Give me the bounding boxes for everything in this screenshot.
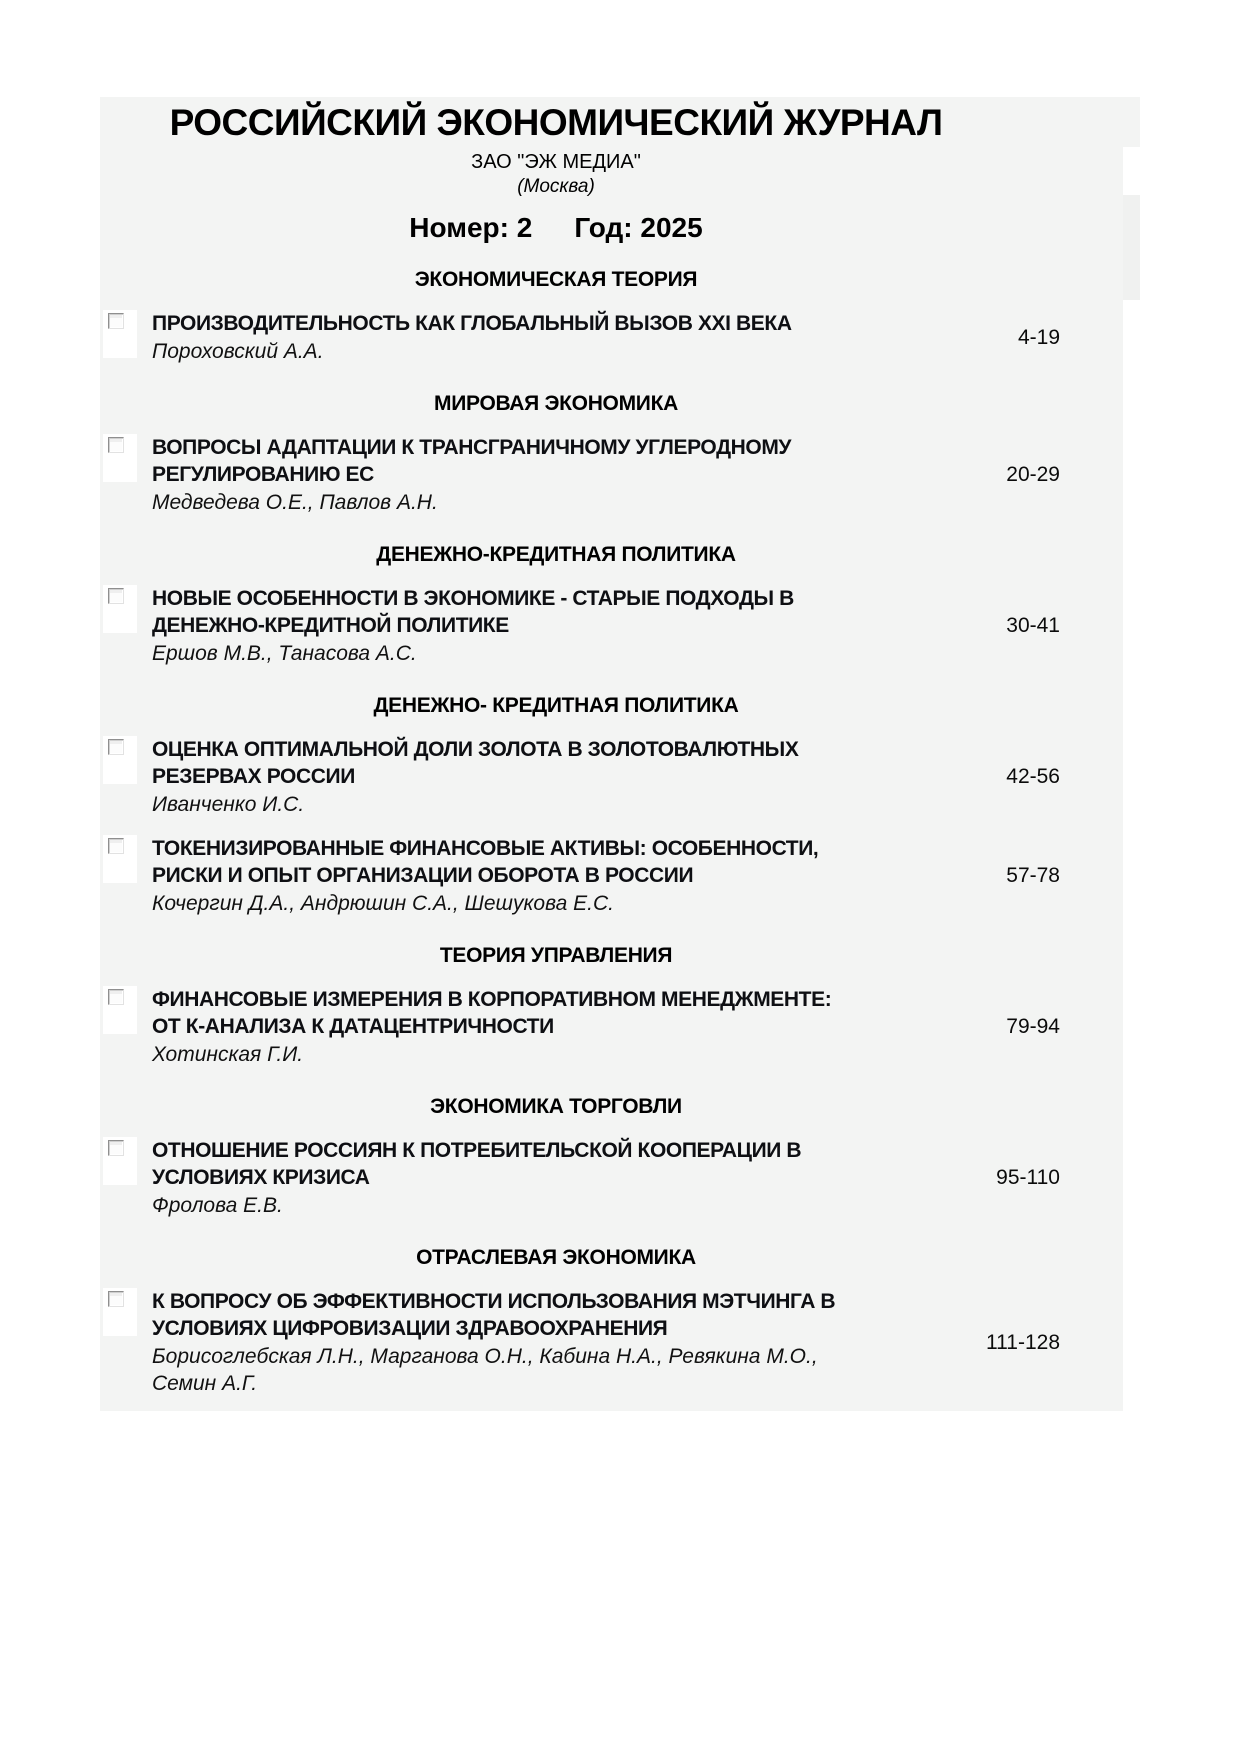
section-heading: ЭКОНОМИЧЕСКАЯ ТЕОРИЯ — [414, 268, 698, 291]
article-pages: 57-78 — [1006, 864, 1060, 887]
article-pages: 30-41 — [1006, 614, 1060, 637]
section-heading: ЭКОНОМИКА ТОРГОВЛИ — [430, 1095, 682, 1118]
article-text — [152, 736, 857, 818]
issue-number: Номер: 2 — [409, 212, 533, 243]
article-checkbox[interactable] — [108, 437, 124, 453]
article-authors: Борисоглебская Л.Н., Марганова О.Н., Кабина Н.А., Ревякина М.О., Семин А.Г. — [152, 1345, 818, 1395]
article-text — [152, 1288, 857, 1397]
article-checkbox-cell — [103, 986, 137, 1034]
content-area — [100, 97, 1140, 1411]
section-heading: ДЕНЕЖНО-КРЕДИТНАЯ ПОЛИТИКА — [376, 543, 736, 566]
article-text — [152, 986, 857, 1068]
journal-toc-panel — [100, 97, 1123, 1411]
article-checkbox-cell — [103, 1137, 137, 1185]
article-title-link[interactable]: ВОПРОСЫ АДАПТАЦИИ К ТРАНСГРАНИЧНОМУ УГЛЕРОДНОМУ РЕГУЛИРОВАНИЮ ЕС — [152, 436, 792, 486]
article-text — [152, 310, 857, 365]
article-checkbox[interactable] — [108, 838, 124, 854]
issue-year: Год: 2025 — [574, 212, 703, 243]
section-heading: ОТРАСЛЕВАЯ ЭКОНОМИКА — [416, 1246, 696, 1269]
article-checkbox[interactable] — [108, 739, 124, 755]
journal-city: (Москва) — [517, 176, 595, 197]
article-title-link[interactable]: К ВОПРОСУ ОБ ЭФФЕКТИВНОСТИ ИСПОЛЬЗОВАНИЯ МЭТЧИНГА В УСЛОВИЯХ ЦИФРОВИЗАЦИИ ЗДРАВООХРАНЕНИЯ — [152, 1290, 836, 1340]
article-checkbox[interactable] — [108, 313, 124, 329]
article-text — [152, 1137, 857, 1219]
article-text — [152, 434, 857, 516]
article-authors: Хотинская Г.И. — [152, 1043, 304, 1066]
journal-title: РОССИЙСКИЙ ЭКОНОМИЧЕСКИЙ ЖУРНАЛ — [169, 102, 943, 143]
article-title-link[interactable]: ОЦЕНКА ОПТИМАЛЬНОЙ ДОЛИ ЗОЛОТА В ЗОЛОТОВАЛЮТНЫХ РЕЗЕРВАХ РОССИИ — [152, 738, 799, 788]
article-authors: Пороховский А.А. — [152, 340, 324, 363]
article-pages: 4-19 — [1017, 325, 1060, 349]
article-authors: Фролова Е.В. — [152, 1194, 283, 1217]
article-pages: 111-128 — [986, 1330, 1060, 1354]
article-authors: Медведева О.Е., Павлов А.Н. — [152, 491, 438, 514]
article-checkbox-cell — [103, 1288, 137, 1336]
article-row — [100, 986, 1123, 1068]
article-row — [100, 1137, 1123, 1219]
article-checkbox-cell — [103, 835, 137, 883]
article-title-link[interactable]: ОТНОШЕНИЕ РОССИЯН К ПОТРЕБИТЕЛЬСКОЙ КООПЕРАЦИИ В УСЛОВИЯХ КРИЗИСА — [152, 1139, 802, 1189]
section-heading: ДЕНЕЖНО- КРЕДИТНАЯ ПОЛИТИКА — [373, 694, 739, 717]
section-heading: ТЕОРИЯ УПРАВЛЕНИЯ — [439, 944, 673, 967]
journal-publisher: ЗАО "ЭЖ МЕДИА" — [471, 151, 641, 173]
article-checkbox[interactable] — [108, 1140, 124, 1156]
article-text — [152, 585, 857, 667]
article-checkbox-cell — [103, 434, 137, 482]
article-text — [152, 835, 857, 917]
section-heading: МИРОВАЯ ЭКОНОМИКА — [434, 392, 678, 415]
article-title-link[interactable]: НОВЫЕ ОСОБЕННОСТИ В ЭКОНОМИКЕ - СТАРЫЕ ПОДХОДЫ В ДЕНЕЖНО-КРЕДИТНОЙ ПОЛИТИКЕ — [152, 587, 794, 637]
article-checkbox-cell — [103, 585, 137, 633]
article-authors: Иванченко И.С. — [152, 793, 305, 816]
article-row — [100, 310, 1123, 365]
article-title-link[interactable]: ТОКЕНИЗИРОВАННЫЕ ФИНАНСОВЫЕ АКТИВЫ: ОСОБЕННОСТИ, РИСКИ И ОПЫТ ОРГАНИЗАЦИИ ОБОРОТА В РОССИИ — [152, 837, 819, 887]
article-authors: Кочергин Д.А., Андрюшин С.А., Шешукова Е.С. — [152, 892, 614, 915]
article-row — [100, 434, 1123, 516]
scrollbar-thumb[interactable] — [1123, 195, 1140, 300]
article-title-link[interactable]: ФИНАНСОВЫЕ ИЗМЕРЕНИЯ В КОРПОРАТИВНОМ МЕНЕДЖМЕНТЕ: ОТ К-АНАЛИЗА К ДАТАЦЕНТРИЧНОСТИ — [152, 988, 832, 1038]
journal-header — [100, 101, 1012, 245]
article-checkbox[interactable] — [108, 1291, 124, 1307]
article-pages: 42-56 — [1006, 765, 1060, 788]
scrollbar-up-button[interactable] — [1123, 97, 1140, 147]
article-pages: 20-29 — [1006, 463, 1060, 486]
article-checkbox-cell — [103, 736, 137, 784]
article-row — [100, 1288, 1123, 1397]
article-checkbox[interactable] — [108, 588, 124, 604]
article-pages: 79-94 — [1006, 1015, 1060, 1038]
article-pages: 95-110 — [996, 1166, 1060, 1189]
article-checkbox-cell — [103, 310, 137, 358]
article-authors: Ершов М.В., Танасова А.С. — [152, 642, 417, 665]
article-title-link[interactable]: ПРОИЗВОДИТЕЛЬНОСТЬ КАК ГЛОБАЛЬНЫЙ ВЫЗОВ XXI ВЕКА — [152, 312, 792, 335]
article-row — [100, 835, 1123, 917]
article-checkbox[interactable] — [108, 989, 124, 1005]
vertical-scrollbar[interactable] — [1123, 97, 1140, 1411]
article-row — [100, 585, 1123, 667]
journal-issue-line — [100, 211, 1012, 245]
article-row — [100, 736, 1123, 818]
